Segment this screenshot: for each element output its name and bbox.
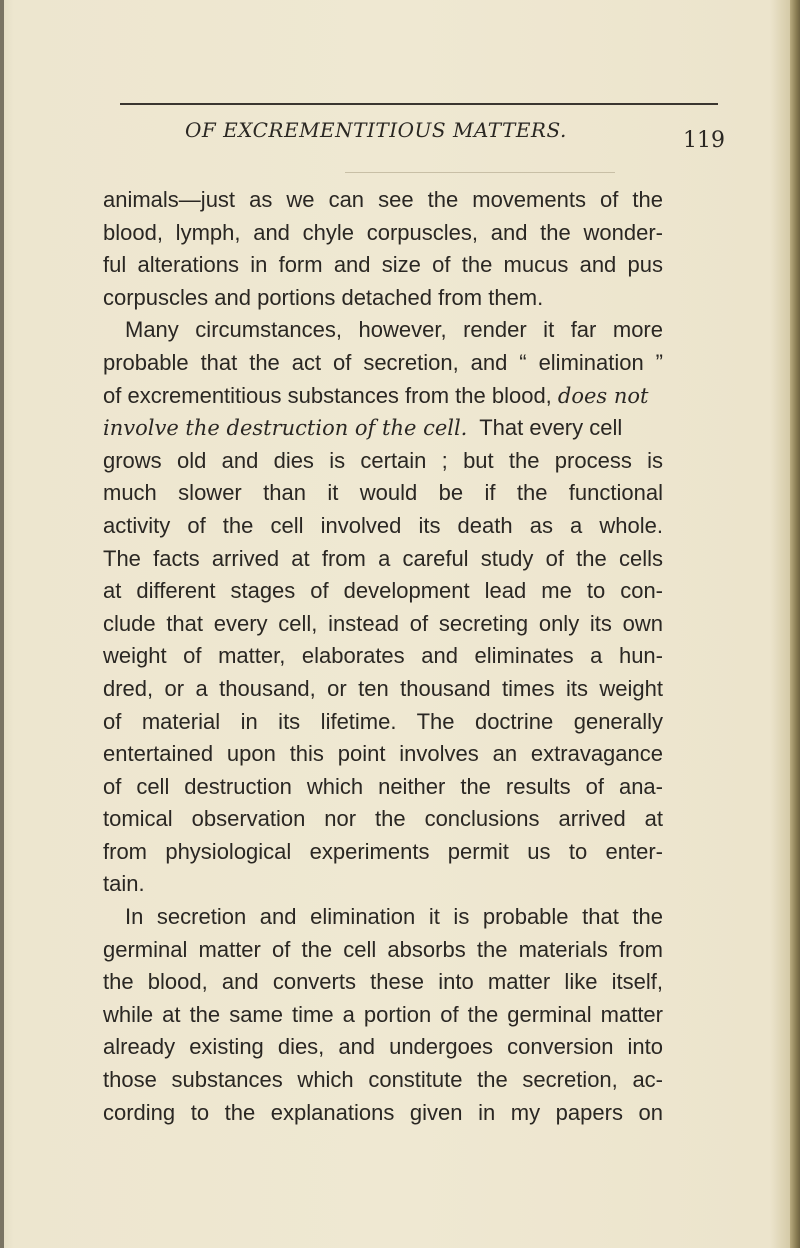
text-line: germinal matter of the cell absorbs the materials from — [103, 936, 663, 962]
text-line: weight of matter, elaborates and eliminates a hun- — [103, 643, 663, 669]
text-line: cording to the explanations given in my papers on — [103, 1099, 663, 1125]
text-line: activity of the cell involved its death as a whole. — [103, 512, 663, 538]
text-segment: of excrementitious substances from the blood, — [103, 382, 552, 408]
page-number: 119 — [683, 128, 725, 153]
text-line: of cell destruction which neither the results of ana- — [103, 773, 663, 799]
text-line: probable that the act of secretion, and “ elimination ” — [103, 349, 663, 375]
text-line: those substances which constitute the secretion, ac- — [103, 1067, 663, 1093]
page-right-edge — [790, 0, 800, 1248]
page-left-edge — [0, 0, 4, 1248]
text-line: The facts arrived at from a careful study of the cells — [103, 545, 663, 571]
text-line: dred, or a thousand, or ten thousand times its weight — [103, 675, 663, 701]
text-line: while at the same time a portion of the germinal matter — [103, 1001, 663, 1027]
text-line: of material in its lifetime. The doctrine generally — [103, 708, 663, 734]
text-line: clude that every cell, instead of secreting only its own — [103, 610, 663, 636]
text-line: the blood, and converts these into matter like itself, — [103, 969, 663, 995]
header-rule — [120, 103, 718, 105]
text-line: Many circumstances, however, render it far more — [125, 317, 663, 343]
text-line: In secretion and elimination it is probable that the — [125, 904, 663, 930]
text-line: blood, lymph, and chyle corpuscles, and the wonder- — [103, 219, 663, 245]
text-line: grows old and dies is certain ; but the process is — [103, 447, 663, 473]
text-line: animals—just as we can see the movements of the — [103, 187, 663, 212]
text-line: corpuscles and portions detached from them. — [103, 284, 544, 310]
body-text — [103, 184, 663, 1129]
running-title: OF EXCREMENTITIOUS MATTERS. — [185, 118, 567, 142]
header-underline — [345, 172, 615, 173]
text-line: already existing dies, and undergoes conversion into — [103, 1034, 663, 1060]
italic-text: does not — [557, 383, 649, 408]
text-segment: That every cell — [479, 415, 623, 441]
text-line: from physiological experiments permit us to enter- — [103, 838, 663, 864]
text-line: ful alterations in form and size of the mucus and pus — [103, 252, 663, 278]
text-line: at different stages of development lead me to con- — [103, 578, 663, 604]
italic-text: involve the destruction of the cell. — [103, 416, 468, 441]
text-line: tain. — [103, 871, 145, 897]
text-line — [103, 412, 663, 445]
text-line — [103, 380, 663, 413]
text-line: much slower than it would be if the functional — [103, 480, 663, 506]
text-line: tomical observation nor the conclusions arrived at — [103, 806, 663, 832]
text-line: entertained upon this point involves an extravagance — [103, 741, 663, 767]
